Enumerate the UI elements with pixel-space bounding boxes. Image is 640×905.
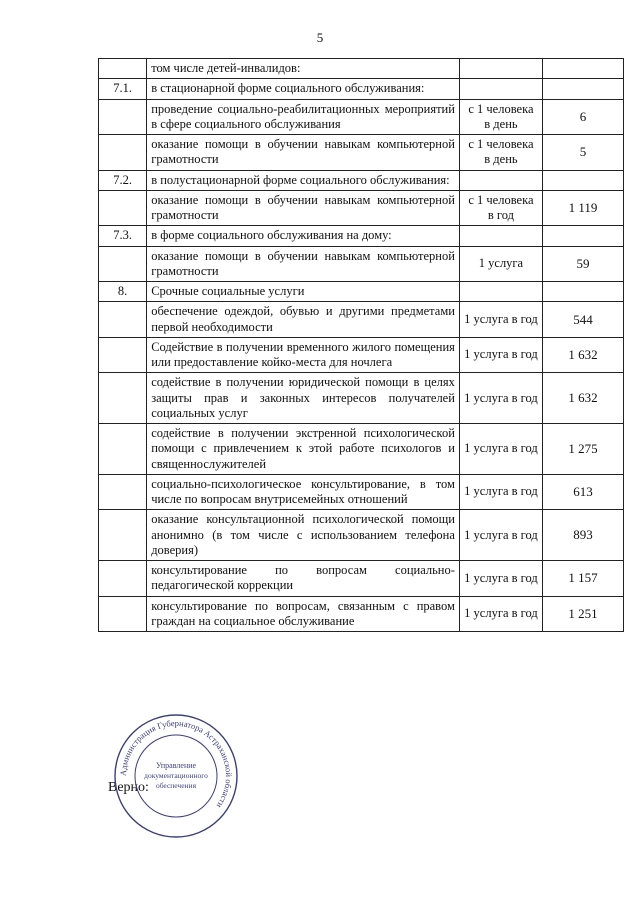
table-row xyxy=(99,282,624,302)
service-value: 893 xyxy=(542,510,623,561)
service-value: 59 xyxy=(542,246,623,282)
unit-of-measure: 1 услуга в год xyxy=(459,596,542,632)
row-number xyxy=(99,246,147,282)
service-name: проведение социально-реабилитационных мероприятий в сфере социального обслуживания xyxy=(147,99,460,135)
table-row xyxy=(99,99,624,135)
service-value: 5 xyxy=(542,135,623,171)
stamp-center-line-2: документационного xyxy=(144,771,208,780)
service-name: оказание помощи в обучении навыкам компьютерной грамотности xyxy=(147,190,460,226)
service-name: том числе детей-инвалидов: xyxy=(147,59,460,79)
table-row xyxy=(99,561,624,597)
table-row xyxy=(99,59,624,79)
table-row xyxy=(99,474,624,510)
unit-of-measure: 1 услуга в год xyxy=(459,424,542,475)
service-value xyxy=(542,282,623,302)
service-value: 1 251 xyxy=(542,596,623,632)
service-value xyxy=(542,226,623,246)
unit-of-measure: с 1 человека в год xyxy=(459,190,542,226)
table-row xyxy=(99,337,624,373)
certified-label: Верно: xyxy=(108,780,149,795)
service-name: содействие в получении юридической помощи в целях защиты прав и законных интересов получателей социальных услуг xyxy=(147,373,460,424)
service-value xyxy=(542,59,623,79)
unit-of-measure: 1 услуга xyxy=(459,246,542,282)
unit-of-measure: 1 услуга в год xyxy=(459,337,542,373)
service-value: 544 xyxy=(542,302,623,338)
table-row xyxy=(99,190,624,226)
row-number: 7.1. xyxy=(99,79,147,99)
table-row xyxy=(99,373,624,424)
service-name: социально-психологическое консультирование, в том числе по вопросам внутрисемейных отношений xyxy=(147,474,460,510)
service-value: 1 632 xyxy=(542,373,623,424)
row-number xyxy=(99,373,147,424)
table-row xyxy=(99,226,624,246)
service-name: оказание консультационной психологической помощи анонимно (в том числе с использованием телефона доверия) xyxy=(147,510,460,561)
service-value: 1 275 xyxy=(542,424,623,475)
table-row xyxy=(99,170,624,190)
service-value: 613 xyxy=(542,474,623,510)
table-row xyxy=(99,246,624,282)
service-name: оказание помощи в обучении навыкам компьютерной грамотности xyxy=(147,135,460,171)
row-number xyxy=(99,135,147,171)
service-value: 1 119 xyxy=(542,190,623,226)
table-row xyxy=(99,135,624,171)
unit-of-measure: 1 услуга в год xyxy=(459,561,542,597)
service-name: содействие в получении экстренной психологической помощи с привлечением к этой работе психологов и священнослужителей xyxy=(147,424,460,475)
service-name: обеспечение одеждой, обувью и другими предметами первой необходимости xyxy=(147,302,460,338)
service-name: консультирование по вопросам, связанным с правом граждан на социальное обслуживание xyxy=(147,596,460,632)
unit-of-measure: 1 услуга в год xyxy=(459,373,542,424)
row-number xyxy=(99,59,147,79)
service-value xyxy=(542,79,623,99)
official-stamp xyxy=(112,712,240,840)
row-number xyxy=(99,337,147,373)
service-value xyxy=(542,170,623,190)
service-value: 1 632 xyxy=(542,337,623,373)
service-name: в стационарной форме социального обслуживания: xyxy=(147,79,460,99)
service-value: 6 xyxy=(542,99,623,135)
table-row xyxy=(99,510,624,561)
page-number: 5 xyxy=(316,30,324,45)
service-name: Содействие в получении временного жилого помещения или предоставление койко-места для ночлега xyxy=(147,337,460,373)
row-number xyxy=(99,510,147,561)
service-name: Срочные социальные услуги xyxy=(147,282,460,302)
table-row xyxy=(99,79,624,99)
table-row xyxy=(99,596,624,632)
unit-of-measure xyxy=(459,282,542,302)
row-number: 7.2. xyxy=(99,170,147,190)
row-number xyxy=(99,561,147,597)
unit-of-measure: с 1 человека в день xyxy=(459,135,542,171)
row-number xyxy=(99,474,147,510)
row-number: 7.3. xyxy=(99,226,147,246)
unit-of-measure xyxy=(459,226,542,246)
unit-of-measure xyxy=(459,170,542,190)
service-name: в полустационарной форме социального обслуживания: xyxy=(147,170,460,190)
stamp-center-line-3: обеспечения xyxy=(155,781,197,790)
unit-of-measure: 1 услуга в год xyxy=(459,474,542,510)
service-name: в форме социального обслуживания на дому: xyxy=(147,226,460,246)
service-name: консультирование по вопросам социально-педагогической коррекции xyxy=(147,561,460,597)
row-number: 8. xyxy=(99,282,147,302)
stamp-center-line-1: Управление xyxy=(155,761,197,770)
service-value: 1 157 xyxy=(542,561,623,597)
row-number xyxy=(99,424,147,475)
service-name: оказание помощи в обучении навыкам компьютерной грамотности xyxy=(147,246,460,282)
table-row xyxy=(99,302,624,338)
unit-of-measure: 1 услуга в год xyxy=(459,302,542,338)
unit-of-measure: 1 услуга в год xyxy=(459,510,542,561)
unit-of-measure xyxy=(459,79,542,99)
unit-of-measure: с 1 человека в день xyxy=(459,99,542,135)
services-table xyxy=(98,58,624,632)
unit-of-measure xyxy=(459,59,542,79)
row-number xyxy=(99,596,147,632)
row-number xyxy=(99,302,147,338)
row-number xyxy=(99,190,147,226)
stamp-ring-text: Администрация Губернатора Астраханской области xyxy=(117,717,235,811)
table-row xyxy=(99,424,624,475)
row-number xyxy=(99,99,147,135)
